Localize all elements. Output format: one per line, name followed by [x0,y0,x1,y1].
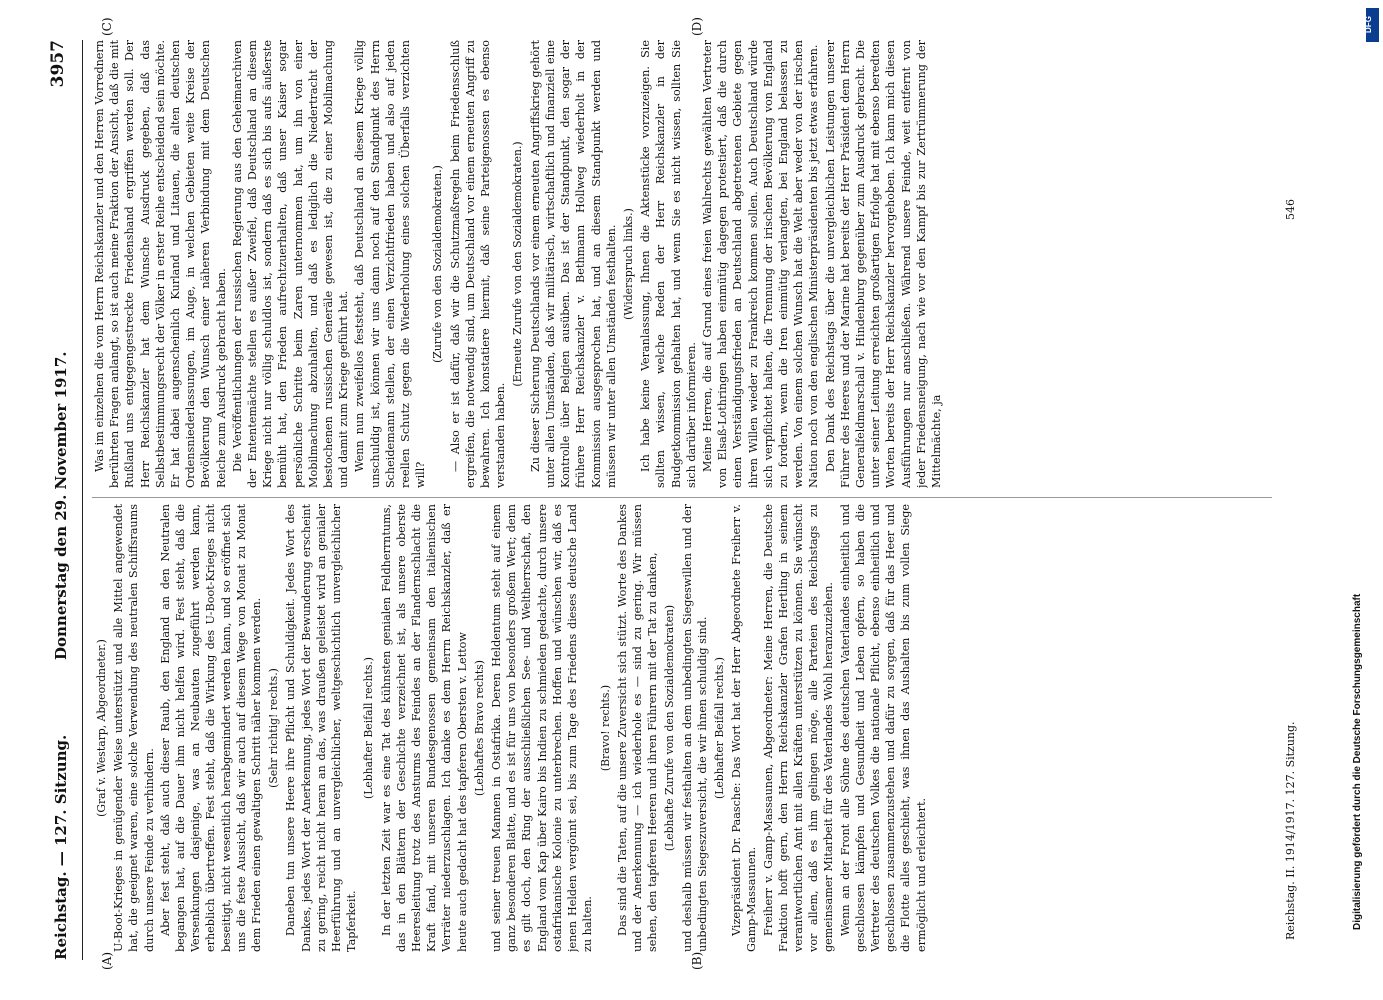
left-column [92,504,1272,952]
interjection: (Lebhafter Beifall rechts.) [712,657,726,800]
dfg-logo-text: DFG [1363,16,1373,33]
speaker-reference: (Graf v. Westarp, Abgeordneter.) [95,639,108,817]
paragraph: Die Veröffentlichungen der russischen Regierung aus den Geheimarchiven der Ententemächte stellen es außer Zweifel, daß Deutschland an diesem Kriege nicht nur völlig schuldlos ist, sondern daß es sich bis aufs äußerste bemüht hat, den Frieden aufrechtzuerhalten, daß unser Kaiser sogar persönliche Schritte beim Zaren unternommen hat, um ihn von einer Mobilmachung abzuhalten, und daß es lediglich die Niedertracht der bestochenen russischen Generäle gewesen ist, die zu einer Mobilmachung und damit zum Kriege geführt hat. [230,40,351,488]
paragraph: und seiner treuen Mannen in Ostafrika. Deren Heldentum steht auf einem ganz besonderen Blatte, und es ist für uns von besonders großem Wert; denn es gilt doch, den Ring der ausschließlichen See- und Weltherrschaft, den England vom Kap über Kairo bis Indien zu schmieden gedachte, durch unsere ostafrikanische Kolonie zu unterbrechen. Hoffen und wünschen wir, daß es jenen Helden vergönnt sei, bis zum Tage des Friedens dieses deutsche Land zu halten. [490,504,595,952]
interjection: (Lebhaftes Bravo rechts) [472,660,486,796]
paragraph: Zu dieser Sicherung Deutschlands vor einem erneuten Angriffskrieg gehört unter allen Umständen, daß wir militärisch, wirtschaftlich und finanziell eine Kontrolle über Belgien ausüben. Das ist der Standpunkt, den sogar der frühere Herr Reichskanzler v. Bethmann Hollweg wiederholt in der Kommission ausgesprochen hat, und an diesem Standpunkt werden und müssen wir unter allen Umständen festhalten. [528,40,618,488]
paragraph: Freiherr v. Gamp-Massaunen, Abgeordneter: Meine Herren, die Deutsche Fraktion hofft gern, den Herrn Reichskanzler Grafen Hertling in seinem verantwortlichen Amt mit allen Kräften unterstützen zu können. Sie wünscht vor allem, daß es ihm gelingen möge, alle Parteien des Reichstags zu gemeinsamer Mitarbeit für des Vaterlandes Wohl heranzuziehen. [761,504,836,952]
paragraph: U-Boot-Krieges in genügender Weise unterstützt und alle Mittel angewendet hat, die geeignet waren, eine solche Verwendung des neutralen Schiffsraums durch unsere Feinde zu verhindern. [112,504,156,952]
running-header [48,40,78,960]
digitization-note-text: Digitalisierung gefördert durch die Deutsche Forschungsgemeinschaft [1352,593,1363,930]
margin-marker-d: (D) [690,17,704,36]
interjection: (Lebhafter Beifall rechts.) [362,657,376,800]
paragraph: Das sind die Taten, auf die unsere Zuversicht sich stützt. Worte des Dankes und der Anerkennung — ich wiederhole es — sind zu gering. Wir müssen sehen, den tapferen Heeren und ihren Führern mit der Tat zu danken, [615,504,660,952]
interjection: (Lebhafte Zurufe von den Sozialdemokraten) [663,604,677,852]
paragraph: — Also er ist dafür, daß wir die Schutzmaßregeln beim Friedensschluß ergreifen, die notwendig sind, um Deutschland vor einem erneuten Angriff zu bewahren. Ich konstatiere hiermit, daß seine Parteigenossen es ebenso verstanden haben. [448,40,508,488]
interjection: (Zurufe von den Sozialdemokraten.) [431,165,445,363]
paragraph: Was im einzelnen die vom Herrn Reichskanzler und den Herren Vorrednern berührten Fragen anlangt, so ist auch meine Fraktion der Ansicht, daß die mit Rußland uns entgegengestreckte Friedenshand ergriffen werden soll. Der Herr Reichskanzler hat dem Wunsche Ausdruck gegeben, daß das Selbstbestimmungsrecht der Völker in erster Reihe entscheidend sein möchte. Er hat dabei augenscheinlich Kurland und Litauen, die alten deutschen Ordensniederlassungen, im Auge, in welchen Gebieten weite Kreise der Bevölkerung den Wunsch einer näheren Verbindung mit dem Deutschen Reiche zum Ausdruck gebracht haben. [93,40,228,488]
paragraph: Vizepräsident Dr. Paasche: Das Wort hat der Herr Abgeordnete Freiherr v. Gamp-Massaunen. [730,504,759,952]
header-rule [82,40,83,960]
header-date: Donnerstag den 29. November 1917. [52,351,70,660]
digitization-note [1352,10,1368,990]
interjection: (Widerspruch links.) [621,208,635,320]
paragraph: Meine Herren, die auf Grund eines freien Wahlrechts gewählten Vertreter von Elsaß-Lothringen haben einmütig dagegen protestiert, daß die durch einen Verständigungsfrieden an Deutschland abgetretenen Gebiete gegen ihren Willen wieder zu Frankreich kommen sollen. Auch Deutschland würde sich verpflichtet halten, die Trennung der irischen Bevölkerung von England zu fordern, wenn die Iren einmütig verlangten, bei England belassen zu werden. Von einem solchen Wunsch hat die Welt aber weder von der irischen Nation noch von den englischen Ministerpräsidenten bis jetzt etwas erfahren. [700,40,821,488]
interjection: (Sehr richtig! rechts.) [267,668,281,788]
header-session: Reichstag. — 127. Sitzung. [52,734,70,960]
paragraph: Wenn an der Front alle Söhne des deutschen Vaterlandes einheitlich und geschlossen kämpfen und Gesundheit und Leben opfern, so haben die Vertreter des deutschen Volkes die nationale Pflicht, ebenso einheitlich und geschlossen zusammenzustehen und dafür zu sorgen, daß für das Heer und die Flotte alles geschieht, was ihnen das Aushalten bis zum vollen Siege ermöglicht und erleichtert. [838,504,928,952]
paragraph: Ich habe keine Veranlassung, Ihnen die Aktenstücke vorzuzeigen. Sie sollten wissen, welche Reden der Herr Reichskanzler in der Budgetkommission gehalten hat, und wenn Sie es nicht wissen, sollten Sie sich darüber informieren. [639,40,698,488]
paragraph: Wenn nun zweifellos feststeht, daß Deutschland an diesem Kriege völlig unschuldig ist, können wir uns dann noch auf den Standpunkt des Herrn Scheidemann stellen, der einen Verzichtfrieden haben und also auf jeden reellen Schutz gegen die Wiederholung eines solchen Überfalls verzichten will? [353,40,428,488]
signature-number: 546 [1284,199,1297,220]
paragraph: Den Dank des Reichstags über die unvergleichlichen Leistungen unserer Führer des Heeres und der Marine hat bereits der Herr Präsident dem Herrn Generalfeldmarschall v. Hindenburg gegenüber zum Ausdruck gebracht. Die unter seiner Leitung erreichten großartigen Erfolge hat mit ebenso beredten Worten bereits der Herr Reichskanzler hervorgehoben. Ich kann mich diesen Ausführungen nur anschließen. Während unsere Feinde, weit entfernt von jeder Friedensneigung, nach wie vor den Kampf bis zur Zertrümmerung der Mittelmächte, ja [823,40,943,488]
column-separator [92,497,1272,498]
interjection: (Erneute Zurufe von den Sozialdemokraten.) [511,141,525,387]
margin-marker-b: (B) [690,951,704,970]
interjection: (Bravo! rechts.) [598,684,612,772]
right-column [92,40,1272,488]
paragraph: In der letzten Zeit war es eine Tat des kühnsten genialen Feldherrntums, das in den Blättern der Geschichte verzeichnet ist, als unsere oberste Heeresleitung trotz des Ansturms des Feindes an der Flandernschlacht die Kraft fand, mit unseren Bundesgenossen gemeinsam den italienischen Verräter niederzuschlagen. Ich danke es dem Herrn Reichskanzler, daß er heute auch gedacht hat des tapferen Obersten v. Lettow [379,504,469,952]
paragraph: und deshalb müssen wir festhalten an dem unbedingten Siegeswillen und der unbedingten Siegeszuversicht, die wir ihnen schuldig sind. [680,504,709,952]
footer-volume: Reichstag. II. 1914/1917. 127. Sitzung. [1284,721,1297,940]
paragraph: Daneben tun unsere Heere ihre Pflicht und Schuldigkeit. Jedes Wort des Dankes, jedes Wort der Anerkennung, jedes Wort der Bewunderung erscheint zu gering, reicht nicht heran an das, was draußen geleistet wird an genialer Heerführung und an unvergleichlicher, weltgeschichtlich unvergleichlicher Tapferkeit. [284,504,359,952]
paragraph: Aber fest steht, daß auch dieser Raub, den England an den Neutralen begangen hat, auf die Dauer ihm nicht helfen wird. Fest steht, daß die Versenkungen dasjenige, was an Neubauten zugeführt werden kann, erheblich übertreffen. Fest steht, daß die Wirkung des U-Boot-Krieges nicht beseitigt, nicht wesentlich herabgemindert werden kann, und so eröffnet sich uns die feste Aussicht, daß wir auch auf diesem Wege von Monat zu Monat dem Frieden einen gewaltigen Schritt näher kommen werden. [158,504,264,952]
header-page-number: 3957 [48,40,68,88]
margin-marker-a: (A) [100,951,114,970]
margin-marker-c: (C) [100,17,114,36]
